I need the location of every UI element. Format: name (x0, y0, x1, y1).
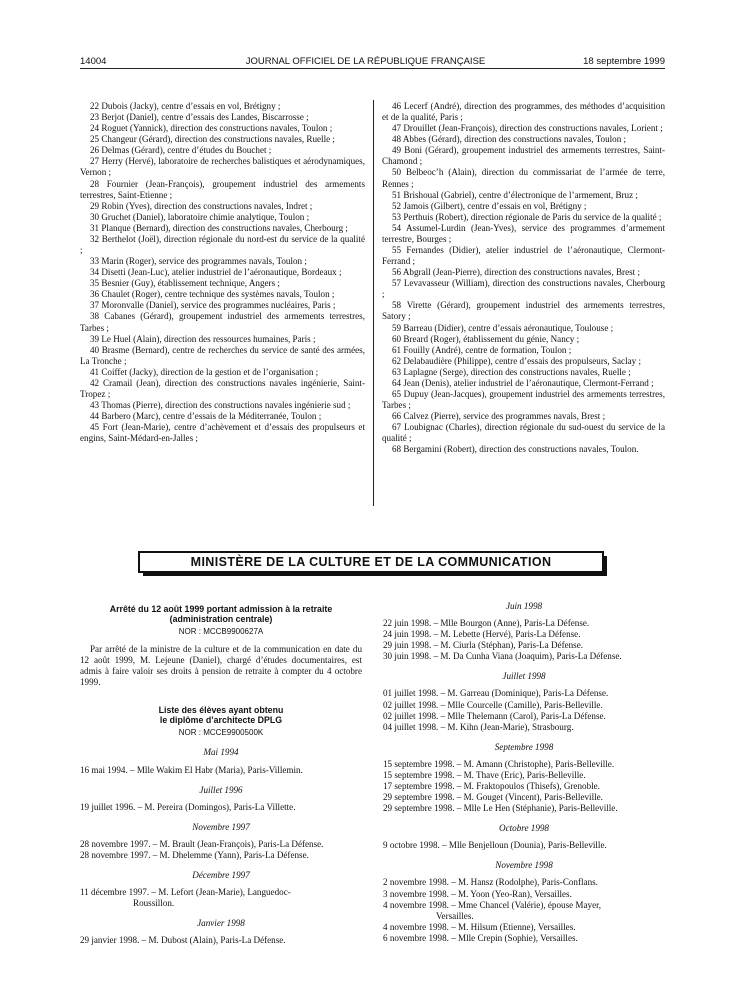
list-entry: 57 Levavasseur (William), direction des constructions navales, Cherbourg ; (382, 278, 665, 300)
graduate-entry: 28 novembre 1997. – M. Brault (Jean-François), Paris-La Défense. (80, 838, 324, 849)
list-entry: 50 Belbeoc’h (Alain), direction du commissariat de l’armée de terre, Rennes ; (382, 167, 665, 189)
graduate-entry: Roussillon. (133, 898, 175, 909)
list-entry: 51 Brishoual (Gabriel), centre d’électronique de l’armement, Bruz ; (392, 189, 638, 200)
arrete-nor: NOR : MCCB9900627A (178, 627, 264, 636)
graduate-months-left (80, 747, 362, 946)
month-heading: Juin 1998 (505, 601, 543, 611)
graduate-entry: 4 novembre 1998. – M. Hilsum (Etienne), Versailles. (383, 921, 576, 932)
graduate-entry: 4 novembre 1998. – Mme Chancel (Valérie), épouse Mayer, (383, 899, 602, 910)
list-entry: 22 Dubois (Jacky), centre d’essais en vol, Brétigny ; (90, 101, 281, 111)
list-entry: 45 Fort (Jean-Marie), centre d’achèvement et d’essais des propulseurs et engins, Saint-Médard-en-Jalles ; (80, 422, 365, 444)
list-entry: 42 Cramail (Jean), direction des constructions navales ingénierie, Saint-Tropez ; (80, 377, 365, 400)
graduate-entry: 28 novembre 1997. – M. Dhelemme (Yann), Paris-La Défense. (80, 849, 309, 860)
list-entry: 60 Breard (Roger), établissement du génie, Nancy ; (392, 333, 580, 344)
graduate-entry: 01 juillet 1998. – M. Garreau (Dominique), Paris-La Défense. (383, 688, 609, 699)
list-entry: 26 Delmas (Gérard), centre d’études du Bouchet ; (90, 145, 272, 156)
page-header (0, 56, 731, 68)
arrete-title-line-1: Arrêté du 12 août 1999 portant admission à la retraite (109, 604, 333, 614)
graduate-months-right (383, 601, 665, 944)
list-entry: 35 Besnier (Guy), établissement technique, Angers ; (90, 278, 280, 289)
list-entry: 59 Barreau (Didier), centre d’essais aéronautique, Toulouse ; (392, 322, 614, 333)
list-entry: 23 Berjot (Daniel), centre d’essais des Landes, Biscarrosse ; (90, 112, 309, 123)
graduate-entry: 11 décembre 1997. – M. Lefort (Jean-Marie), Languedoc- (80, 887, 291, 898)
graduate-entry: 02 juillet 1998. – Mlle Thelemann (Carol), Paris-La Défense. (383, 710, 606, 721)
list-entry: 56 Abgrall (Jean-Pierre), direction des constructions navales, Brest ; (392, 267, 640, 278)
graduate-entry: 22 juin 1998. – Mlle Bourgon (Anne), Paris-La Défense. (383, 618, 590, 629)
graduate-entry: 29 septembre 1998. – M. Gouget (Vincent), Paris-Belleville. (383, 792, 603, 803)
list-entry: 47 Drouillet (Jean-François), direction des constructions navales, Lorient ; (392, 123, 663, 134)
graduate-entry: 29 septembre 1998. – Mlle Le Hen (Stéphanie), Paris-Belleville. (383, 803, 618, 814)
list-entry: 63 Laplagne (Serge), direction des constructions navales, Ruelle ; (392, 366, 631, 377)
list-entry: 66 Calvez (Pierre), service des programmes navals, Brest ; (392, 411, 606, 422)
ministry-title: MINISTÈRE DE LA CULTURE ET DE LA COMMUNICATION (190, 555, 552, 569)
list-entry: 55 Fernandes (Didier), atelier industriel de l’aéronautique, Clermont-Ferrand ; (382, 245, 665, 267)
month-heading: Octobre 1998 (499, 823, 549, 834)
month-heading: Septembre 1998 (494, 741, 554, 752)
list-entry: 44 Barbero (Marc), centre d’essais de la Méditerranée, Toulon ; (90, 411, 322, 422)
list-entry: 54 Assumel-Lurdin (Jean-Yves), service des programmes d’armement terrestre, Bourges ; (382, 222, 665, 244)
graduate-entry: Versailles. (436, 910, 474, 921)
graduate-entry: 29 janvier 1998. – M. Dubost (Alain), Paris-La Défense. (80, 935, 286, 946)
liste-title-line-2: le diplôme d’architecte DPLG (159, 715, 283, 726)
list-entry: 25 Changeur (Gérard), direction des constructions navales, Ruelle ; (90, 134, 335, 145)
ministry-box (138, 551, 604, 573)
list-entry: 67 Loubignac (Charles), direction régionale du sud-ouest du service de la qualité ; (382, 422, 665, 444)
month-heading: Novembre 1998 (495, 860, 553, 871)
graduate-entry: 9 octobre 1998. – Mlle Benjelloun (Dounia), Paris-Belleville. (383, 840, 607, 851)
list-entry: 68 Bergamini (Robert), direction des constructions navales, Toulon. (392, 444, 639, 455)
month-heading: Décembre 1997 (192, 870, 250, 881)
graduate-entry: 19 juillet 1996. – M. Pereira (Domingos), Paris-La Villette. (80, 801, 296, 812)
graduate-entry: 24 juin 1998. – M. Lebette (Hervé), Paris-La Défense. (383, 629, 581, 640)
liste-title-line-1: Liste des élèves ayant obtenu (158, 705, 284, 716)
graduate-entry: 29 juin 1998. – M. Ciurla (Stéphan), Paris-La Défense. (383, 640, 584, 651)
list-entry: 39 Le Huel (Alain), direction des ressources humaines, Paris ; (90, 333, 316, 344)
graduate-entry: 02 juillet 1998. – Mlle Courcelle (Camille), Paris-Belleville. (383, 699, 603, 710)
list-entry: 27 Herry (Hervé), laboratoire de recherches balistiques et aérodynamiques, Vernon ; (80, 156, 365, 178)
list-entry: 28 Fournier (Jean-François), groupement industriel des armements terrestres, Saint-Etienne ; (80, 178, 365, 200)
month-heading: Juillet 1996 (199, 784, 243, 795)
list-entry: 32 Berthelot (Joël), direction régionale du nord-est du service de la qualité ; (80, 233, 365, 256)
list-entry: 46 Lecerf (André), direction des programmes, des méthodes d’acquisition et de la qualité, Paris ; (382, 101, 665, 123)
month-heading: Janvier 1998 (197, 918, 245, 929)
list-entry: 30 Gruchet (Daniel), laboratoire chimie analytique, Toulon ; (90, 211, 310, 222)
issue-date: 18 septembre 1999 (583, 56, 665, 67)
graduate-entry: 30 juin 1998. – M. Da Cunha Viana (Joaquim), Paris-La Défense. (383, 651, 622, 662)
journal-title: JOURNAL OFFICIEL DE LA RÉPUBLIQUE FRANÇAISE (245, 56, 486, 67)
list-entry: 62 Delabaudière (Philippe), centre d’essais des propulseurs, Saclay ; (392, 355, 641, 366)
list-entry: 52 Jamois (Gilbert), centre d’essais en vol, Brétigny ; (392, 200, 587, 211)
liste-title (80, 705, 362, 725)
list-entry: 41 Coiffet (Jacky), direction de la gestion et de l’organisation ; (90, 366, 319, 377)
month-heading: Juillet 1998 (502, 671, 546, 682)
graduate-entry: 04 juillet 1998. – M. Kihn (Jean-Marie), Strasbourg. (383, 721, 574, 732)
list-entry: 61 Fouilly (André), centre de formation, Toulon ; (392, 344, 572, 355)
graduate-entry: 6 novembre 1998. – Mlle Crepin (Sophie), Versailles. (383, 932, 578, 943)
month-heading: Mai 1994 (203, 747, 239, 758)
list-entry: 36 Chaulet (Roger), centre technique des systèmes navals, Toulon ; (90, 289, 335, 300)
list-entry: 24 Roguet (Yannick), direction des constructions navales, Toulon ; (90, 123, 333, 134)
list-entry: 31 Planque (Bernard), direction des constructions navales, Cherbourg ; (90, 222, 348, 233)
list-entry: 37 Moronvalle (Daniel), service des programmes nucléaires, Paris ; (90, 300, 336, 311)
list-entry: 64 Jean (Denis), atelier industriel de l’aéronautique, Clermont-Ferrand ; (392, 377, 654, 388)
graduate-entry: 15 septembre 1998. – M. Amann (Christophe), Paris-Belleville. (383, 758, 615, 769)
list-entry: 38 Cabanes (Gérard), groupement industriel des armements terrestres, Tarbes ; (80, 311, 365, 333)
list-entry: 33 Marin (Roger), service des programmes navals, Toulon ; (90, 256, 307, 267)
list-entry: 53 Perthuis (Robert), direction régionale de Paris du service de la qualité ; (392, 211, 662, 222)
page-number: 14004 (80, 56, 107, 67)
graduate-entry: 17 septembre 1998. – M. Fraktopoulos (Thisefs), Grenoble. (383, 781, 600, 792)
arrete-body: Par arrêté de la ministre de la culture et de la communication en date du 12 août 1999, M. Lejeune (Daniel), chargé d’études documentaires, est admis à faire valoir ses droits à pension de retraite à compter du 4 octobre 1999. (80, 644, 362, 688)
arrete-title-line-2: (administration centrale) (169, 614, 273, 624)
arrete-title (80, 604, 362, 624)
list-entry: 34 Disetti (Jean-Luc), atelier industriel de l’aéronautique, Bordeaux ; (90, 267, 342, 278)
list-entry: 29 Robin (Yves), direction des constructions navales, Indret ; (90, 200, 313, 211)
list-entry: 58 Virette (Gérard), groupement industriel des armements terrestres, Satory ; (382, 300, 665, 322)
list-entry: 43 Thomas (Pierre), direction des constructions navales ingénierie sud ; (90, 400, 351, 411)
column-divider (373, 100, 374, 506)
list-entry: 40 Brasme (Bernard), centre de recherches du service de santé des armées, La Tronche ; (80, 344, 365, 366)
graduate-entry: 15 septembre 1998. – M. Thave (Eric), Paris-Belleville. (383, 769, 586, 780)
liste-nor: NOR : MCCE9900500K (178, 728, 264, 738)
month-heading: Novembre 1997 (192, 821, 250, 832)
header-rule (80, 68, 665, 69)
graduate-entry: 2 novembre 1998. – M. Hansz (Rodolphe), Paris-Conflans. (383, 877, 598, 888)
lower-left-column (80, 604, 362, 946)
list-entry: 49 Boni (Gérard), groupement industriel des armements terrestres, Saint-Chamond ; (382, 145, 665, 167)
graduate-entry: 3 novembre 1998. – M. Yoon (Yeo-Ran), Versailles. (383, 888, 572, 899)
graduate-entry: 16 mai 1994. – Mlle Wakim El Habr (Maria), Paris-Villemin. (80, 764, 303, 775)
list-entry: 48 Abbes (Gérard), direction des constructions navales, Toulon ; (392, 134, 627, 145)
list-entry: 65 Dupuy (Jean-Jacques), groupement industriel des armements terrestres, Tarbes ; (382, 389, 665, 411)
promotion-list-left (80, 101, 365, 444)
promotion-list-right (382, 101, 665, 456)
